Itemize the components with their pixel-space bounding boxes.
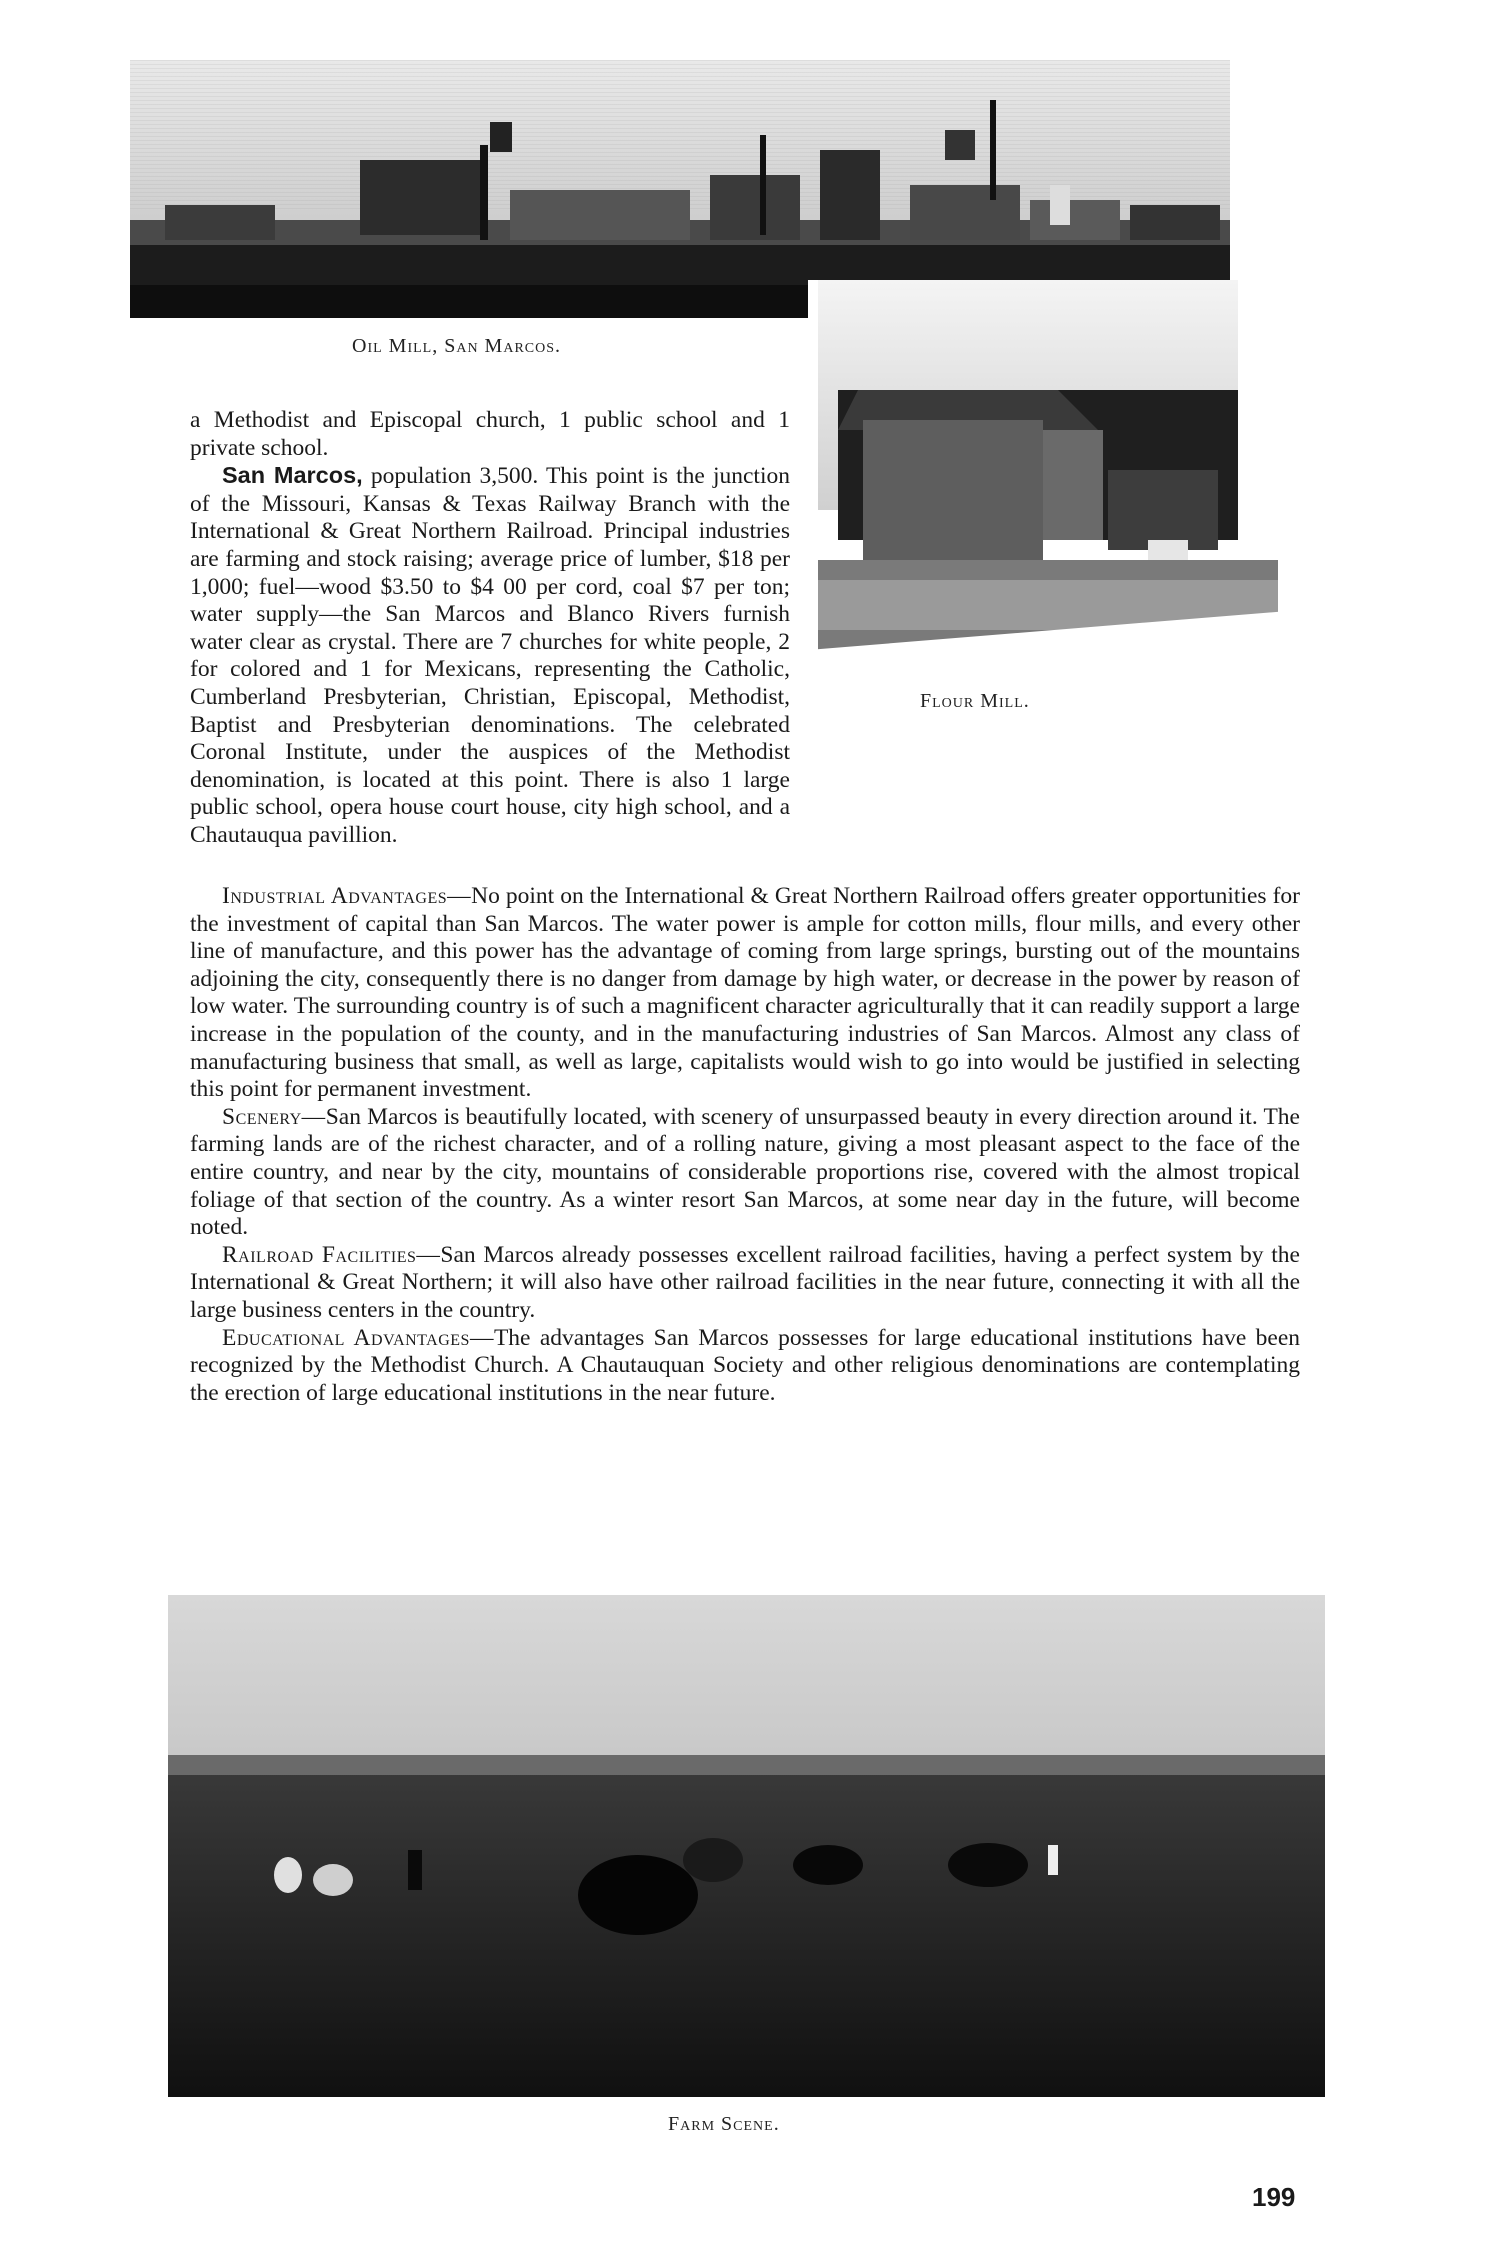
- industrial-paragraph: [190, 883, 1300, 1104]
- san-marcos-text: population 3,500. This point is the junction of the Missouri, Kansas & Texas Railway Branch with the International & Great Northern Railroad. Principal industries are farming and stock raising; average price of lumber, $18 per 1,000; fuel—wood $3.50 to $4 00 per cord, coal $7 per ton; water supply—the San Marcos and Blanco Rivers furnish water clear as crystal. There are 7 churches for white people, 2 for colored and 1 for Mexicans, representing the Catholic, Cumberland Presbyterian, Christian, Episcopal, Methodist, Baptist and Presbyterian denominations. The celebrated Coronal Institute, under the auspices of the Methodist denomination, is located at this point. There is also 1 large public school, opera house court house, city high school, and a Chautauqua pavillion.: [190, 463, 790, 848]
- railroad-text: San Marcos already possesses excellent railroad facilities, having a perfect system by the International & Great Northern; it will also have other railroad facilities in the near future, connecting it with all the large business centers in the country.: [190, 1241, 1300, 1323]
- sections-text: [190, 883, 1300, 1407]
- farm-scene-photo: [168, 1595, 1325, 2097]
- farm-scene-caption: Farm Scene.: [668, 2113, 780, 2135]
- industrial-text: No point on the International & Great Northern Railroad offers greater opportunities for the investment of capital than San Marcos. The water power is ample for cotton mills, flour mills, and every other line of manufacture, and this power has the advantage of coming from large springs, bursting out of the mountains adjoining the city, consequently there is no danger from damage by high water, or decrease in the power by reason of low water. The surrounding country is of such a magnificent character agriculturally that it can readily support a large increase in the population of the county, and in the manufacturing industries of San Marcos. Almost any class of manufacturing business that small, as well as large, capitalists would wish to go into would be justified in selecting this point for permanent investment.: [190, 883, 1300, 1103]
- intro-text: [190, 407, 790, 850]
- oil-mill-caption: Oil Mill, San Marcos.: [352, 335, 562, 357]
- flour-mill-caption: Flour Mill.: [920, 690, 1030, 712]
- scenery-heading: Scenery—: [222, 1103, 326, 1130]
- industrial-heading: Industrial Advantages—: [222, 883, 472, 909]
- scenery-paragraph: [190, 1104, 1300, 1242]
- educational-paragraph: [190, 1325, 1300, 1408]
- intro-paragraph: a Methodist and Episcopal church, 1 public school and 1 private school.: [190, 407, 790, 461]
- scenery-text: San Marcos is beautifully located, with scenery of unsurpassed beauty in every direction around it. The farming lands are of the richest character, and of a rolling nature, giving a most pleasant aspect to the face of the entire country, and near by the city, mountains of considerable proportions rise, covered with the almost tropical foliage of that section of the country. As a winter resort San Marcos, at some near day in the future, will become noted.: [190, 1103, 1300, 1241]
- educational-text: The advantages San Marcos possesses for large educational institutions have been recognized by the Methodist Church. A Chautauquan Society and other religious denominations are contemplating the erection of large educational institutions in the near future.: [190, 1324, 1300, 1406]
- san-marcos-paragraph: [190, 462, 790, 849]
- flour-mill-photo: [808, 280, 1300, 685]
- page-number: 199: [1252, 2182, 1296, 2212]
- san-marcos-heading: San Marcos,: [222, 462, 363, 489]
- railroad-heading: Railroad Facilities—: [222, 1241, 441, 1268]
- railroad-paragraph: [190, 1242, 1300, 1325]
- educational-heading: Educational Advantages—: [222, 1324, 494, 1351]
